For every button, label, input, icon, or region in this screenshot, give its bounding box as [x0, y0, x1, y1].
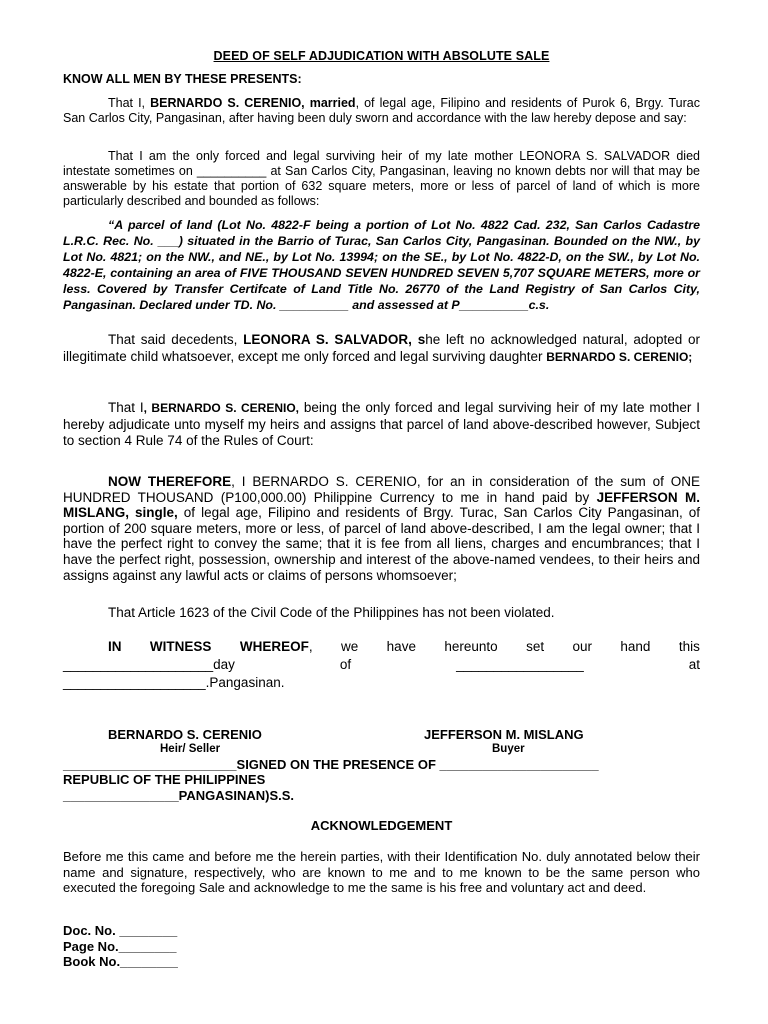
witness-row-1 [63, 639, 700, 657]
witness-row-2 [63, 657, 700, 675]
acknowledgement-title: ACKNOWLEDGEMENT [310, 818, 453, 833]
witness-word: hand [620, 639, 651, 654]
p5-lead: NOW THEREFORE [108, 474, 232, 489]
page-no: Page No.________ [63, 939, 177, 954]
seller-name: BERNARDO S. CERENIO [108, 727, 262, 742]
witness-comma: , [308, 639, 313, 654]
doc-no: Doc. No. ________ [63, 923, 178, 938]
document-title: DEED OF SELF ADJUDICATION WITH ABSOLUTE SALE [213, 49, 550, 63]
land-description-quote: “A parcel of land (Lot No. 4822-F being a portion of Lot No. 4822 Cad. 232, San Carlos Cadastre L.R.C. Rec. No. ___) situated in the Barrio of Turac, San Carlos City, Pangasinan. Bounded on the NW., by Lot No. 4821; on the NW., and NE., by Lot No. 13994; on the SE., by Lot No. 4822-D, on the SW., by Lot No. 4822-E, containing an area of FIVE THOUSAND SEVEN HUNDRED SEVEN 5,707 SQUARE METERS, more or less. Covered by Transfer Certifcate of Land Title No. 26770 of the Land Registry of San Carlos City, Pangasinan. Declared under TD. No. __________ and assessed at P__________c.s. [63, 218, 700, 312]
know-all-heading: KNOW ALL MEN BY THESE PRESENTS: [63, 72, 302, 86]
p4-text-a: That I [108, 400, 144, 415]
seller-role: Heir/ Seller [160, 743, 221, 755]
p4-text-b: being the only forced and legal surviving heir of my late mother I hereby adjudicate unto myself my heirs and assigns that parcel of land above-described however, Subject to section 4 Rule 74 of the Rules of Court: [63, 400, 701, 448]
acknowledgement-text: Before me this came and before me the herein parties, with their Identification No. duly annotated below their name and signature, respectively, who are known to me and to me known to be the same person who executed the foregoing Sale and acknowledge to me the same is his free and voluntary act and deed. [63, 849, 700, 895]
witness-word: WITNESS [149, 639, 212, 654]
witness-whereof: WHEREOF [239, 639, 309, 654]
p3-name: LEONORA S. SALVADOR, s [243, 332, 426, 347]
witness-word: have [386, 639, 416, 654]
witness-word: set [526, 639, 545, 654]
witness-day-blank: ____________________day [63, 657, 235, 672]
p1-text-b: , of legal age, Filipino and residents of Purok 6, Brgy. Turac San Carlos City, Pangasinan, after having been duly sworn and accordance with the law hereby depose and say: [63, 96, 701, 125]
witness-word [240, 639, 313, 657]
p1-text-a: That I, [108, 96, 151, 110]
buyer-name: JEFFERSON M. MISLANG [424, 727, 584, 742]
p3-text-a: That said decedents, [108, 332, 244, 347]
p1-name: BERNARDO S. CERENIO, married [150, 96, 356, 110]
witness-word: hereunto [444, 639, 498, 654]
republic-line: REPUBLIC OF THE PHILIPPINES [63, 772, 266, 787]
witness-place-blank: ___________________.Pangasinan. [63, 675, 285, 690]
witness-word: IN [108, 639, 122, 654]
paragraph-article: That Article 1623 of the Civil Code of the Philippines has not been violated. [108, 605, 555, 620]
p5-text-a: , I BERNARDO S. CERENIO, for an in consideration of the sum of ONE HUNDRED THOUSAND (P100,000.00) Philippine Currency to me in hand paid by [63, 474, 700, 505]
paragraph-affiant [63, 96, 700, 126]
paragraph-heir: That I am the only forced and legal surviving heir of my late mother LEONORA S. SALVADOR died intestate sometimes on __________ at San Carlos City, Pangasinan, leaving no known debts nor will that may be answerable by his estate that portion of 632 square meters, more or less of parcel of land of which is more particularly described and bounded as follows: [63, 149, 700, 208]
witness-word: we [341, 639, 359, 654]
witness-of: of [339, 657, 352, 672]
paragraph-sale [63, 474, 700, 583]
p3-heir-name: BERNARDO S. CERENIO; [546, 349, 693, 364]
pangasinan-ss-line: ________________PANGASINAN)S.S. [63, 788, 295, 803]
witness-row-3 [63, 675, 700, 693]
witness-at: at [688, 657, 700, 672]
witness-block [63, 639, 700, 693]
p5-text-b: of legal age, Filipino and residents of Brgy. Turac, San Carlos City Pangasinan, of portion of 200 square meters, more or less, of parcel of land above-described, I am the legal owner; that I have the perfect right to convey the same; that it is fee from all liens, charges and encumbrances; that I have the perfect right, possession, ownership and interest of the above-named vendees, to their heirs and assigns against any lawful acts or claims of persons whomsoever; [63, 505, 701, 583]
witness-word: our [572, 639, 592, 654]
witness-word: this [678, 639, 700, 654]
p5-buyer: JEFFERSON M. MISLANG, single, [63, 489, 701, 521]
book-no: Book No.________ [63, 954, 178, 969]
buyer-role: Buyer [492, 743, 525, 755]
p4-name: , BERNARDO S. CERENIO, [143, 401, 300, 415]
signed-presence-line: ________________________SIGNED ON THE PRESENCE OF ______________________ [63, 757, 599, 772]
paragraph-adjudication [63, 400, 700, 450]
witness-month-blank: _________________ [456, 657, 584, 672]
paragraph-decedent [63, 332, 700, 365]
p3-text-b: he left no acknowledged natural, adopted or illegitimate child whatsoever, except me only forced and legal surviving daughter [63, 332, 700, 364]
